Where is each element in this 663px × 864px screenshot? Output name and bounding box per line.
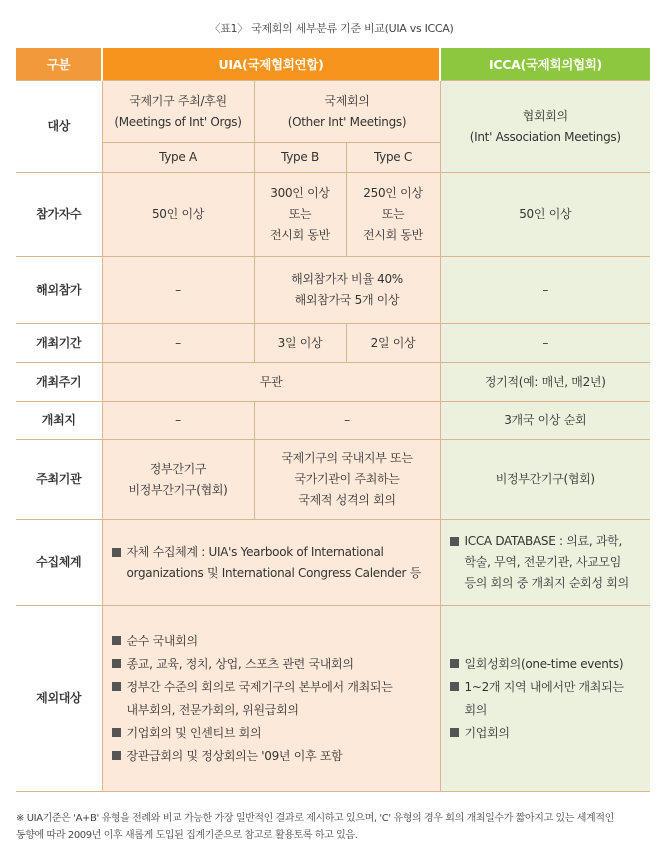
table-row: [16, 440, 650, 520]
cell-text: (Other Int' Meetings): [287, 114, 407, 129]
bullet-continuation: 학술, 무역, 전문기관, 사교모임: [464, 555, 622, 569]
row-label-exclusion: 제외대상: [16, 606, 102, 792]
cell-venue-a: –: [102, 402, 254, 440]
cell-text: 또는: [381, 207, 405, 221]
cell-duration-a: –: [102, 324, 254, 363]
bullet-continuation: 회의: [464, 702, 488, 717]
bullet-continuation: 내부회의, 전문가회의, 위원급회의: [126, 702, 299, 717]
cell-organizer-a: [102, 440, 254, 520]
bullet-item: 1~2개 지역 내에서만 개최되는: [449, 676, 641, 699]
cell-text: 국제회의: [324, 93, 370, 108]
bullet-item: 기업회의: [449, 722, 641, 745]
cell-text: 협회회의: [522, 108, 568, 123]
comparison-table: [16, 48, 650, 792]
cell-text: 전시회 동반: [363, 228, 423, 242]
table-caption: 〈표1〉 국제회의 세부분류 기준 비교(UIA vs ICCA): [209, 22, 454, 35]
row-label-venue: 개최지: [16, 402, 102, 440]
cell-exclusion-uia: [102, 606, 440, 792]
bullet-item: 순수 국내회의: [111, 630, 430, 653]
cell-text: 국제적 성격의 회의: [298, 493, 396, 507]
cell-text: 국가기관이 주최하는: [294, 472, 400, 486]
cell-text: 해외참가자 비율 40%: [291, 272, 403, 286]
header-category: 구분: [16, 48, 102, 81]
table-row: [16, 402, 650, 440]
bullet-item: 정부간 수준의 회의로 국제기구의 본부에서 개최되는: [111, 676, 430, 699]
row-label-participants: 참가자수: [16, 173, 102, 257]
table-row: [16, 520, 650, 606]
bullet-item: 일회성회의(one-time events): [449, 653, 641, 676]
cell-organizer-bc: [254, 440, 440, 520]
cell-venue-icca: 3개국 이상 순회: [440, 402, 650, 440]
bullet-continuation: 등의 회의 중 개최지 순회성 회의: [464, 576, 629, 590]
header-icca: ICCA(국제회의협회): [440, 48, 650, 81]
bullet-continuation: organizations 및 International Congress Calender 등: [126, 565, 421, 580]
cell-duration-icca: –: [440, 324, 650, 363]
footnote-line: 동향에 따라 2009년 이후 새롭게 도입된 집계기준으로 참고로 활용토록 하고 있음.: [16, 830, 358, 841]
cell-text: (Meetings of Int' Orgs): [114, 114, 242, 129]
cell-collection-icca: [440, 520, 650, 606]
type-b-label: Type B: [254, 143, 346, 173]
cell-foreign-bc: [254, 257, 440, 324]
row-label-organizer: 주최기관: [16, 440, 102, 520]
cell-text: 또는: [288, 207, 312, 221]
header-row: [16, 48, 650, 81]
cell-text: 전시회 동반: [270, 228, 330, 242]
row-label-foreign: 해외참가: [16, 257, 102, 324]
table-row: [16, 606, 650, 792]
table-row: [16, 324, 650, 363]
cell-text: 250인 이상: [363, 186, 423, 200]
cell-foreign-a: –: [102, 257, 254, 324]
cell-exclusion-icca: [440, 606, 650, 792]
cell-text: 국제기구의 국내지부 또는: [281, 451, 413, 465]
cell-participants-icca: 50인 이상: [440, 173, 650, 257]
cell-frequency-icca: 정기적(예: 매년, 매2년): [440, 363, 650, 402]
cell-target-icca: [440, 81, 650, 173]
cell-duration-b: 3일 이상: [254, 324, 346, 363]
cell-venue-bc: –: [254, 402, 440, 440]
cell-participants-b: [254, 173, 346, 257]
header-uia: UIA(국제협회연합): [102, 48, 440, 81]
cell-text: 300인 이상: [270, 186, 330, 200]
table-row: [16, 81, 650, 143]
row-label-duration: 개최기간: [16, 324, 102, 363]
cell-participants-c: [346, 173, 440, 257]
cell-organizer-icca: 비정부간기구(협회): [440, 440, 650, 520]
cell-text: (Int' Association Meetings): [469, 129, 621, 144]
cell-collection-uia: [102, 520, 440, 606]
bullet-item: 종교, 교육, 정치, 상업, 스포츠 관련 국내회의: [111, 653, 430, 676]
cell-text: 국제기구 주최/후원: [129, 93, 227, 108]
table-row: [16, 173, 650, 257]
table-row: [16, 257, 650, 324]
cell-frequency-uia: 무관: [102, 363, 440, 402]
table-row: [16, 363, 650, 402]
footnote: [16, 810, 646, 844]
bullet-item: 장관급회의 및 정상회의는 '09년 이후 포함: [111, 745, 430, 768]
cell-text: 비정부간기구(협회): [128, 482, 228, 497]
footnote-line: ※ UIA기준은 'A+B' 유형을 전례와 비교 가능한 가장 일반적인 결과로 제시하고 있으며, 'C' 유형의 경우 회의 개최일수가 짧아지고 있는 세계적인: [16, 813, 614, 824]
row-label-collection: 수집체계: [16, 520, 102, 606]
cell-participants-a: 50인 이상: [102, 173, 254, 257]
row-label-frequency: 개최주기: [16, 363, 102, 402]
cell-foreign-icca: –: [440, 257, 650, 324]
row-label-target: 대상: [16, 81, 102, 173]
bullet-item: 자체 수집체계 : UIA's Yearbook of International: [111, 542, 430, 563]
type-c-label: Type C: [346, 143, 440, 173]
cell-target-uia-a: [102, 81, 254, 143]
bullet-item: ICCA DATABASE : 의료, 과학,: [449, 531, 641, 552]
cell-text: 정부간기구: [149, 461, 207, 476]
cell-text: 해외참가국 5개 이상: [294, 293, 400, 307]
type-a-label: Type A: [102, 143, 254, 173]
bullet-item: 기업회의 및 인센티브 회의: [111, 722, 430, 745]
cell-target-uia-bc: [254, 81, 440, 143]
cell-duration-c: 2일 이상: [346, 324, 440, 363]
